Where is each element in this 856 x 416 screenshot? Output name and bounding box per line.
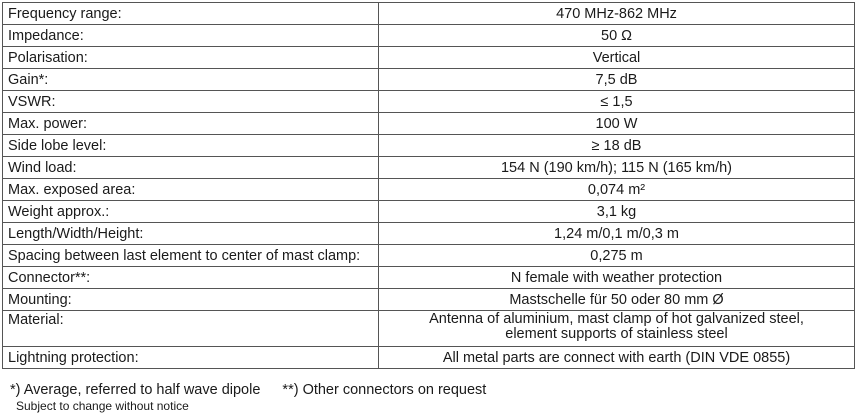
row-label: Weight approx.: [3, 201, 379, 223]
table-row [3, 135, 855, 157]
row-label: Impedance: [3, 25, 379, 47]
row-value: 7,5 dB [379, 69, 855, 91]
row-value: 154 N (190 km/h); 115 N (165 km/h) [379, 157, 855, 179]
footnote-average: *) Average, referred to half wave dipole [10, 382, 261, 398]
table-row [3, 47, 855, 69]
table-row [3, 91, 855, 113]
row-value: Vertical [379, 47, 855, 69]
table-row [3, 223, 855, 245]
spec-table [2, 2, 855, 369]
table-row [3, 179, 855, 201]
footnote-line [10, 382, 486, 399]
footnotes [10, 382, 486, 413]
row-label: VSWR: [3, 91, 379, 113]
row-value: 50 Ω [379, 25, 855, 47]
row-label: Connector**: [3, 267, 379, 289]
row-label: Mounting: [3, 289, 379, 311]
table-row [3, 157, 855, 179]
table-row [3, 3, 855, 25]
table-row [3, 113, 855, 135]
table-row [3, 347, 855, 369]
row-label: Lightning protection: [3, 347, 379, 369]
table-row [3, 289, 855, 311]
row-label: Side lobe level: [3, 135, 379, 157]
row-value [379, 311, 855, 347]
row-label: Spacing between last element to center of mast clamp: [3, 245, 379, 267]
row-label: Polarisation: [3, 47, 379, 69]
footnote-connectors: **) Other connectors on request [282, 382, 487, 398]
row-value: 0,275 m [379, 245, 855, 267]
row-label: Max. power: [3, 113, 379, 135]
row-label: Material: [3, 311, 379, 347]
row-value-line: element supports of stainless steel [505, 326, 728, 342]
row-value: 470 MHz-862 MHz [379, 3, 855, 25]
row-value: Mastschelle für 50 oder 80 mm Ø [379, 289, 855, 311]
row-label: Max. exposed area: [3, 179, 379, 201]
row-value: 100 W [379, 113, 855, 135]
row-value: ≤ 1,5 [379, 91, 855, 113]
change-notice: Subject to change without notice [16, 399, 189, 413]
row-label: Wind load: [3, 157, 379, 179]
table-row [3, 25, 855, 47]
row-value-line: Antenna of aluminium, mast clamp of hot galvanized steel, [429, 311, 804, 327]
row-value: All metal parts are connect with earth (DIN VDE 0855) [379, 347, 855, 369]
table-row [3, 311, 855, 347]
table-row [3, 69, 855, 91]
row-value: 1,24 m/0,1 m/0,3 m [379, 223, 855, 245]
row-value: N female with weather protection [379, 267, 855, 289]
row-label: Frequency range: [3, 3, 379, 25]
row-value: ≥ 18 dB [379, 135, 855, 157]
row-value: 0,074 m² [379, 179, 855, 201]
row-label: Gain*: [3, 69, 379, 91]
table-row [3, 201, 855, 223]
table-row [3, 245, 855, 267]
row-value: 3,1 kg [379, 201, 855, 223]
table-row [3, 267, 855, 289]
row-label: Length/Width/Height: [3, 223, 379, 245]
